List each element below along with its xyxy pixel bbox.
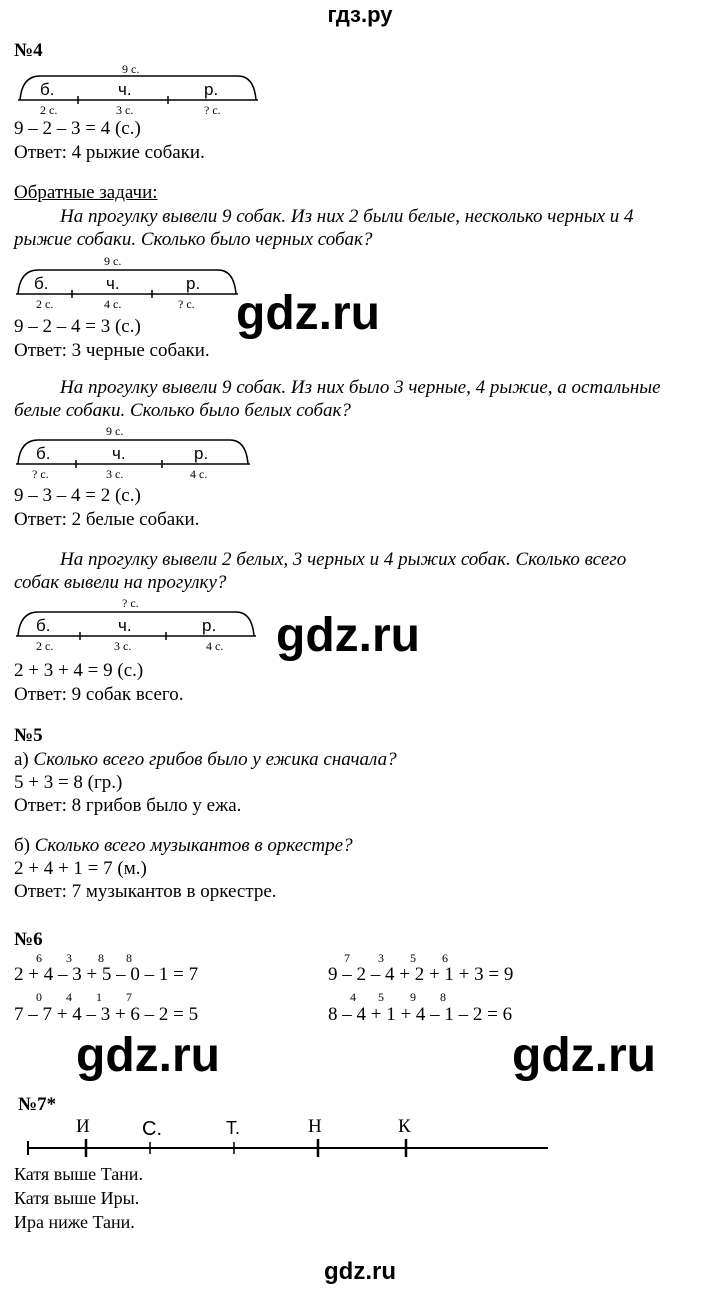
left-2-sup-4: 7 — [126, 990, 132, 1004]
right-1-sup-1: 7 — [344, 951, 350, 965]
right-1-sup-3: 5 — [410, 951, 416, 965]
reverse-tasks-title: Обратные задачи: — [14, 182, 158, 203]
mark-label-3: Т. — [226, 1118, 241, 1138]
task-5a-answer: Ответ: 8 грибов было у ежа. — [14, 795, 242, 816]
left-1-sup-4: 8 — [126, 951, 132, 965]
diagram-4-label-3: р. — [202, 616, 217, 635]
conclusion-line-3: Ира ниже Тани. — [14, 1212, 135, 1232]
task-5b-equation: 2 + 4 + 1 = 7 (м.) — [14, 858, 147, 879]
left-1-sup-1: 6 — [36, 951, 42, 965]
watermark: gdz.ru — [236, 287, 380, 340]
diagram-1-label-2: ч. — [118, 80, 132, 99]
left-2-sup-1: 0 — [36, 990, 42, 1004]
left-equation-2: 7 – 7 + 4 – 3 + 6 – 2 = 5 — [14, 1004, 199, 1025]
task-6-title: №6 — [14, 929, 43, 950]
task-5a-prefix: а) — [14, 749, 34, 770]
mark-label-5: К — [398, 1116, 411, 1137]
diagram-2-total: 9 с. — [104, 254, 122, 268]
diagram-2-value-2: 4 с. — [104, 297, 122, 311]
diagram-2-value-3: ? с. — [178, 297, 195, 311]
mark-label-4: Н — [308, 1116, 322, 1137]
left-1-sup-3: 8 — [98, 951, 104, 965]
mark-label-2: С. — [142, 1118, 162, 1140]
diagram-1-total: 9 с. — [122, 62, 140, 76]
diagram-4-label-2: ч. — [118, 616, 132, 635]
diagram-2-label-2: ч. — [106, 274, 120, 293]
diagram-2-label-1: б. — [34, 274, 49, 293]
right-2-sup-3: 9 — [410, 990, 416, 1004]
diagram-1-value-2: 3 с. — [116, 103, 134, 117]
diagram-1-value-3: ? с. — [204, 103, 221, 117]
site-header: гдз.ру — [327, 2, 393, 27]
diagram-1-label-3: р. — [204, 80, 219, 99]
problem-2-line-2: белые собаки. Сколько было белых собак? — [14, 400, 351, 421]
diagram-4-label-1: б. — [36, 616, 51, 635]
diagram-3-total: 9 с. — [106, 424, 124, 438]
problem-1-line-1: На прогулку вывели 9 собак. Из них 2 были белые, несколько черных и 4 — [60, 206, 634, 227]
conclusion-line-1: Катя выше Тани. — [14, 1164, 143, 1184]
answer-3: Ответ: 2 белые собаки. — [14, 509, 200, 530]
equation-1: 9 – 2 – 3 = 4 (с.) — [14, 118, 141, 139]
equation-3: 9 – 3 – 4 = 2 (с.) — [14, 485, 141, 506]
left-equation-1: 2 + 4 – 3 + 5 – 0 – 1 = 7 — [14, 964, 199, 985]
diagram-1-value-1: 2 с. — [40, 103, 58, 117]
task-5b-text: Сколько всего музыкантов в оркестре? — [34, 835, 353, 856]
diagram-2-value-1: 2 с. — [36, 297, 54, 311]
problem-3-line-2: собак вывели на прогулку? — [14, 572, 227, 593]
left-2-sup-2: 4 — [66, 990, 72, 1004]
task-5a-equation: 5 + 3 = 8 (гр.) — [14, 772, 123, 793]
right-1-sup-2: 3 — [378, 951, 384, 965]
conclusion-line-2: Катя выше Иры. — [14, 1188, 140, 1208]
diagram-4-total: ? с. — [122, 596, 139, 610]
answer-2: Ответ: 3 черные собаки. — [14, 340, 210, 361]
problem-1-line-2: рыжие собаки. Сколько было черных собак? — [14, 229, 373, 250]
right-equation-1: 9 – 2 – 4 + 2 + 1 + 3 = 9 — [328, 964, 514, 985]
diagram-3-value-2: 3 с. — [106, 467, 124, 481]
site-footer: gdz.ru — [324, 1258, 396, 1285]
task-5b-answer: Ответ: 7 музыкантов в оркестре. — [14, 881, 277, 902]
diagram-4-value-1: 2 с. — [36, 639, 54, 653]
task-5-title: №5 — [14, 725, 43, 746]
right-2-sup-2: 5 — [378, 990, 384, 1004]
diagram-4-value-2: 3 с. — [114, 639, 132, 653]
equation-4: 2 + 3 + 4 = 9 (с.) — [14, 660, 144, 681]
watermark: gdz.ru — [76, 1029, 220, 1082]
answer-1: Ответ: 4 рыжие собаки. — [14, 142, 205, 163]
task-5b-question — [14, 835, 353, 857]
task-5a-text: Сколько всего грибов было у ежика сначала? — [33, 749, 397, 770]
right-1-sup-4: 6 — [442, 951, 448, 965]
diagram-4-value-3: 4 с. — [206, 639, 224, 653]
mark-label-1: И — [76, 1116, 90, 1137]
diagram-3-label-3: р. — [194, 444, 209, 463]
diagram-3-value-1: ? с. — [32, 467, 49, 481]
diagram-3-value-3: 4 с. — [190, 467, 208, 481]
task-7-title: №7* — [18, 1094, 57, 1115]
left-1-sup-2: 3 — [66, 951, 72, 965]
problem-3-line-1: На прогулку вывели 2 белых, 3 черных и 4 рыжих собак. Сколько всего — [60, 549, 627, 570]
left-2-sup-3: 1 — [96, 990, 102, 1004]
watermark: gdz.ru — [512, 1029, 656, 1082]
watermark: gdz.ru — [276, 609, 420, 662]
task-4-title: №4 — [14, 40, 43, 61]
right-2-sup-1: 4 — [350, 990, 356, 1004]
task-5b-prefix: б) — [14, 835, 35, 856]
diagram-1-label-1: б. — [40, 80, 55, 99]
answer-4: Ответ: 9 собак всего. — [14, 684, 184, 705]
right-2-sup-4: 8 — [440, 990, 446, 1004]
problem-2-line-1: На прогулку вывели 9 собак. Из них было 3 черные, 4 рыжие, а остальные — [60, 377, 661, 398]
right-equation-2: 8 – 4 + 1 + 4 – 1 – 2 = 6 — [328, 1004, 513, 1025]
equation-2: 9 – 2 – 4 = 3 (с.) — [14, 316, 141, 337]
task-5a-question — [14, 749, 397, 771]
diagram-3-label-2: ч. — [112, 444, 126, 463]
diagram-3-label-1: б. — [36, 444, 51, 463]
diagram-2-label-3: р. — [186, 274, 201, 293]
